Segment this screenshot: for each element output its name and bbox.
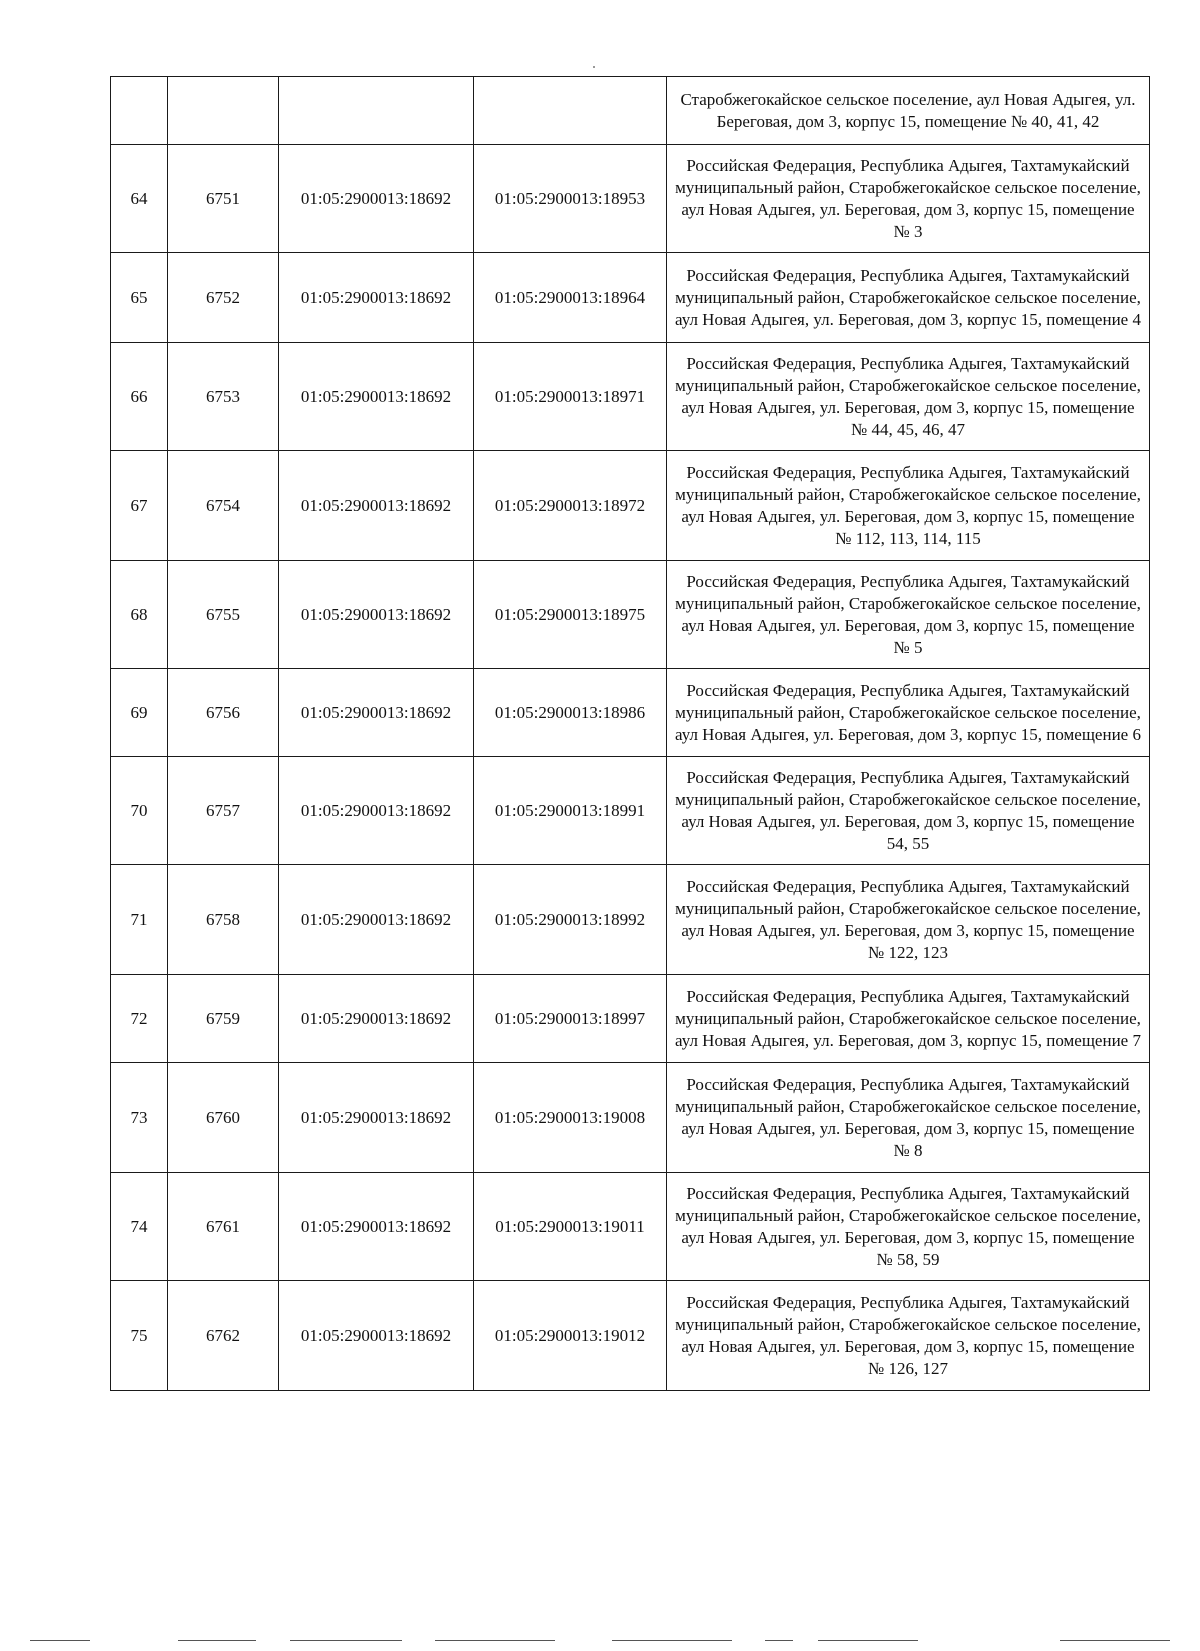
cadastral-number-cell: 01:05:2900013:19008 <box>474 1063 667 1173</box>
record-id-cell: 6761 <box>168 1173 279 1281</box>
parcel-number-cell: 01:05:2900013:18692 <box>279 145 474 253</box>
cadastral-number-cell: 01:05:2900013:18975 <box>474 561 667 669</box>
row-number-cell <box>111 77 168 145</box>
table-row <box>111 343 1150 451</box>
row-number-cell: 66 <box>111 343 168 451</box>
table-row <box>111 253 1150 343</box>
parcel-number-cell: 01:05:2900013:18692 <box>279 343 474 451</box>
address-cell: Российская Федерация, Республика Адыгея, Тахтамукайский муниципальный район, Старобжегокайское сельское поселение, аул Новая Адыгея, ул. Береговая, дом 3, корпус 15, помещение № 122, 123 <box>667 865 1150 975</box>
scan-speck <box>593 66 595 68</box>
table-row <box>111 669 1150 757</box>
record-id-cell: 6754 <box>168 451 279 561</box>
address-cell: Российская Федерация, Республика Адыгея, Тахтамукайский муниципальный район, Старобжегокайское сельское поселение, аул Новая Адыгея, ул. Береговая, дом 3, корпус 15, помещение 6 <box>667 669 1150 757</box>
parcel-number-cell: 01:05:2900013:18692 <box>279 253 474 343</box>
record-id-cell: 6752 <box>168 253 279 343</box>
row-number-cell: 67 <box>111 451 168 561</box>
record-id-cell: 6757 <box>168 757 279 865</box>
row-number-cell: 70 <box>111 757 168 865</box>
parcel-number-cell: 01:05:2900013:18692 <box>279 865 474 975</box>
address-cell: Российская Федерация, Республика Адыгея, Тахтамукайский муниципальный район, Старобжегокайское сельское поселение, аул Новая Адыгея, ул. Береговая, дом 3, корпус 15, помещение 7 <box>667 975 1150 1063</box>
scan-footer-marks <box>0 1638 1200 1644</box>
parcel-number-cell: 01:05:2900013:18692 <box>279 561 474 669</box>
cadastral-number-cell: 01:05:2900013:18986 <box>474 669 667 757</box>
row-number-cell: 74 <box>111 1173 168 1281</box>
address-cell: Российская Федерация, Республика Адыгея, Тахтамукайский муниципальный район, Старобжегокайское сельское поселение, аул Новая Адыгея, ул. Береговая, дом 3, корпус 15, помещение № 44, 45, 46, 47 <box>667 343 1150 451</box>
cadastral-number-cell: 01:05:2900013:18997 <box>474 975 667 1063</box>
row-number-cell: 71 <box>111 865 168 975</box>
cadastral-number-cell: 01:05:2900013:19011 <box>474 1173 667 1281</box>
record-id-cell: 6760 <box>168 1063 279 1173</box>
table-row <box>111 145 1150 253</box>
parcel-number-cell <box>279 77 474 145</box>
parcel-number-cell: 01:05:2900013:18692 <box>279 1281 474 1391</box>
record-id-cell: 6751 <box>168 145 279 253</box>
row-number-cell: 69 <box>111 669 168 757</box>
address-cell: Российская Федерация, Республика Адыгея, Тахтамукайский муниципальный район, Старобжегокайское сельское поселение, аул Новая Адыгея, ул. Береговая, дом 3, корпус 15, помещение 54, 55 <box>667 757 1150 865</box>
address-cell: Российская Федерация, Республика Адыгея, Тахтамукайский муниципальный район, Старобжегокайское сельское поселение, аул Новая Адыгея, ул. Береговая, дом 3, корпус 15, помещение № 112, 113, 114, 115 <box>667 451 1150 561</box>
record-id-cell: 6756 <box>168 669 279 757</box>
table-row <box>111 865 1150 975</box>
address-cell: Российская Федерация, Республика Адыгея, Тахтамукайский муниципальный район, Старобжегокайское сельское поселение, аул Новая Адыгея, ул. Береговая, дом 3, корпус 15, помещение № 3 <box>667 145 1150 253</box>
cadastral-number-cell: 01:05:2900013:18972 <box>474 451 667 561</box>
parcel-number-cell: 01:05:2900013:18692 <box>279 1173 474 1281</box>
address-cell: Старобжегокайское сельское поселение, аул Новая Адыгея, ул. Береговая, дом 3, корпус 15, помещение № 40, 41, 42 <box>667 77 1150 145</box>
row-number-cell: 64 <box>111 145 168 253</box>
property-register-table-body <box>111 77 1150 1391</box>
record-id-cell: 6759 <box>168 975 279 1063</box>
parcel-number-cell: 01:05:2900013:18692 <box>279 975 474 1063</box>
parcel-number-cell: 01:05:2900013:18692 <box>279 451 474 561</box>
cadastral-number-cell: 01:05:2900013:18953 <box>474 145 667 253</box>
table-row <box>111 561 1150 669</box>
cadastral-number-cell: 01:05:2900013:18991 <box>474 757 667 865</box>
table-row <box>111 757 1150 865</box>
table-row <box>111 1281 1150 1391</box>
table-row <box>111 975 1150 1063</box>
table-row <box>111 77 1150 145</box>
parcel-number-cell: 01:05:2900013:18692 <box>279 1063 474 1173</box>
record-id-cell: 6755 <box>168 561 279 669</box>
parcel-number-cell: 01:05:2900013:18692 <box>279 757 474 865</box>
row-number-cell: 65 <box>111 253 168 343</box>
table-row <box>111 1173 1150 1281</box>
row-number-cell: 72 <box>111 975 168 1063</box>
cadastral-number-cell: 01:05:2900013:19012 <box>474 1281 667 1391</box>
parcel-number-cell: 01:05:2900013:18692 <box>279 669 474 757</box>
record-id-cell: 6758 <box>168 865 279 975</box>
row-number-cell: 68 <box>111 561 168 669</box>
record-id-cell: 6762 <box>168 1281 279 1391</box>
table-row <box>111 1063 1150 1173</box>
address-cell: Российская Федерация, Республика Адыгея, Тахтамукайский муниципальный район, Старобжегокайское сельское поселение, аул Новая Адыгея, ул. Береговая, дом 3, корпус 15, помещение № 5 <box>667 561 1150 669</box>
cadastral-number-cell <box>474 77 667 145</box>
address-cell: Российская Федерация, Республика Адыгея, Тахтамукайский муниципальный район, Старобжегокайское сельское поселение, аул Новая Адыгея, ул. Береговая, дом 3, корпус 15, помещение № 126, 127 <box>667 1281 1150 1391</box>
address-cell: Российская Федерация, Республика Адыгея, Тахтамукайский муниципальный район, Старобжегокайское сельское поселение, аул Новая Адыгея, ул. Береговая, дом 3, корпус 15, помещение № 8 <box>667 1063 1150 1173</box>
table-row <box>111 451 1150 561</box>
cadastral-number-cell: 01:05:2900013:18992 <box>474 865 667 975</box>
address-cell: Российская Федерация, Республика Адыгея, Тахтамукайский муниципальный район, Старобжегокайское сельское поселение, аул Новая Адыгея, ул. Береговая, дом 3, корпус 15, помещение 4 <box>667 253 1150 343</box>
row-number-cell: 73 <box>111 1063 168 1173</box>
cadastral-number-cell: 01:05:2900013:18964 <box>474 253 667 343</box>
address-cell: Российская Федерация, Республика Адыгея, Тахтамукайский муниципальный район, Старобжегокайское сельское поселение, аул Новая Адыгея, ул. Береговая, дом 3, корпус 15, помещение № 58, 59 <box>667 1173 1150 1281</box>
cadastral-number-cell: 01:05:2900013:18971 <box>474 343 667 451</box>
record-id-cell: 6753 <box>168 343 279 451</box>
record-id-cell <box>168 77 279 145</box>
property-register-table <box>110 76 1150 1391</box>
row-number-cell: 75 <box>111 1281 168 1391</box>
